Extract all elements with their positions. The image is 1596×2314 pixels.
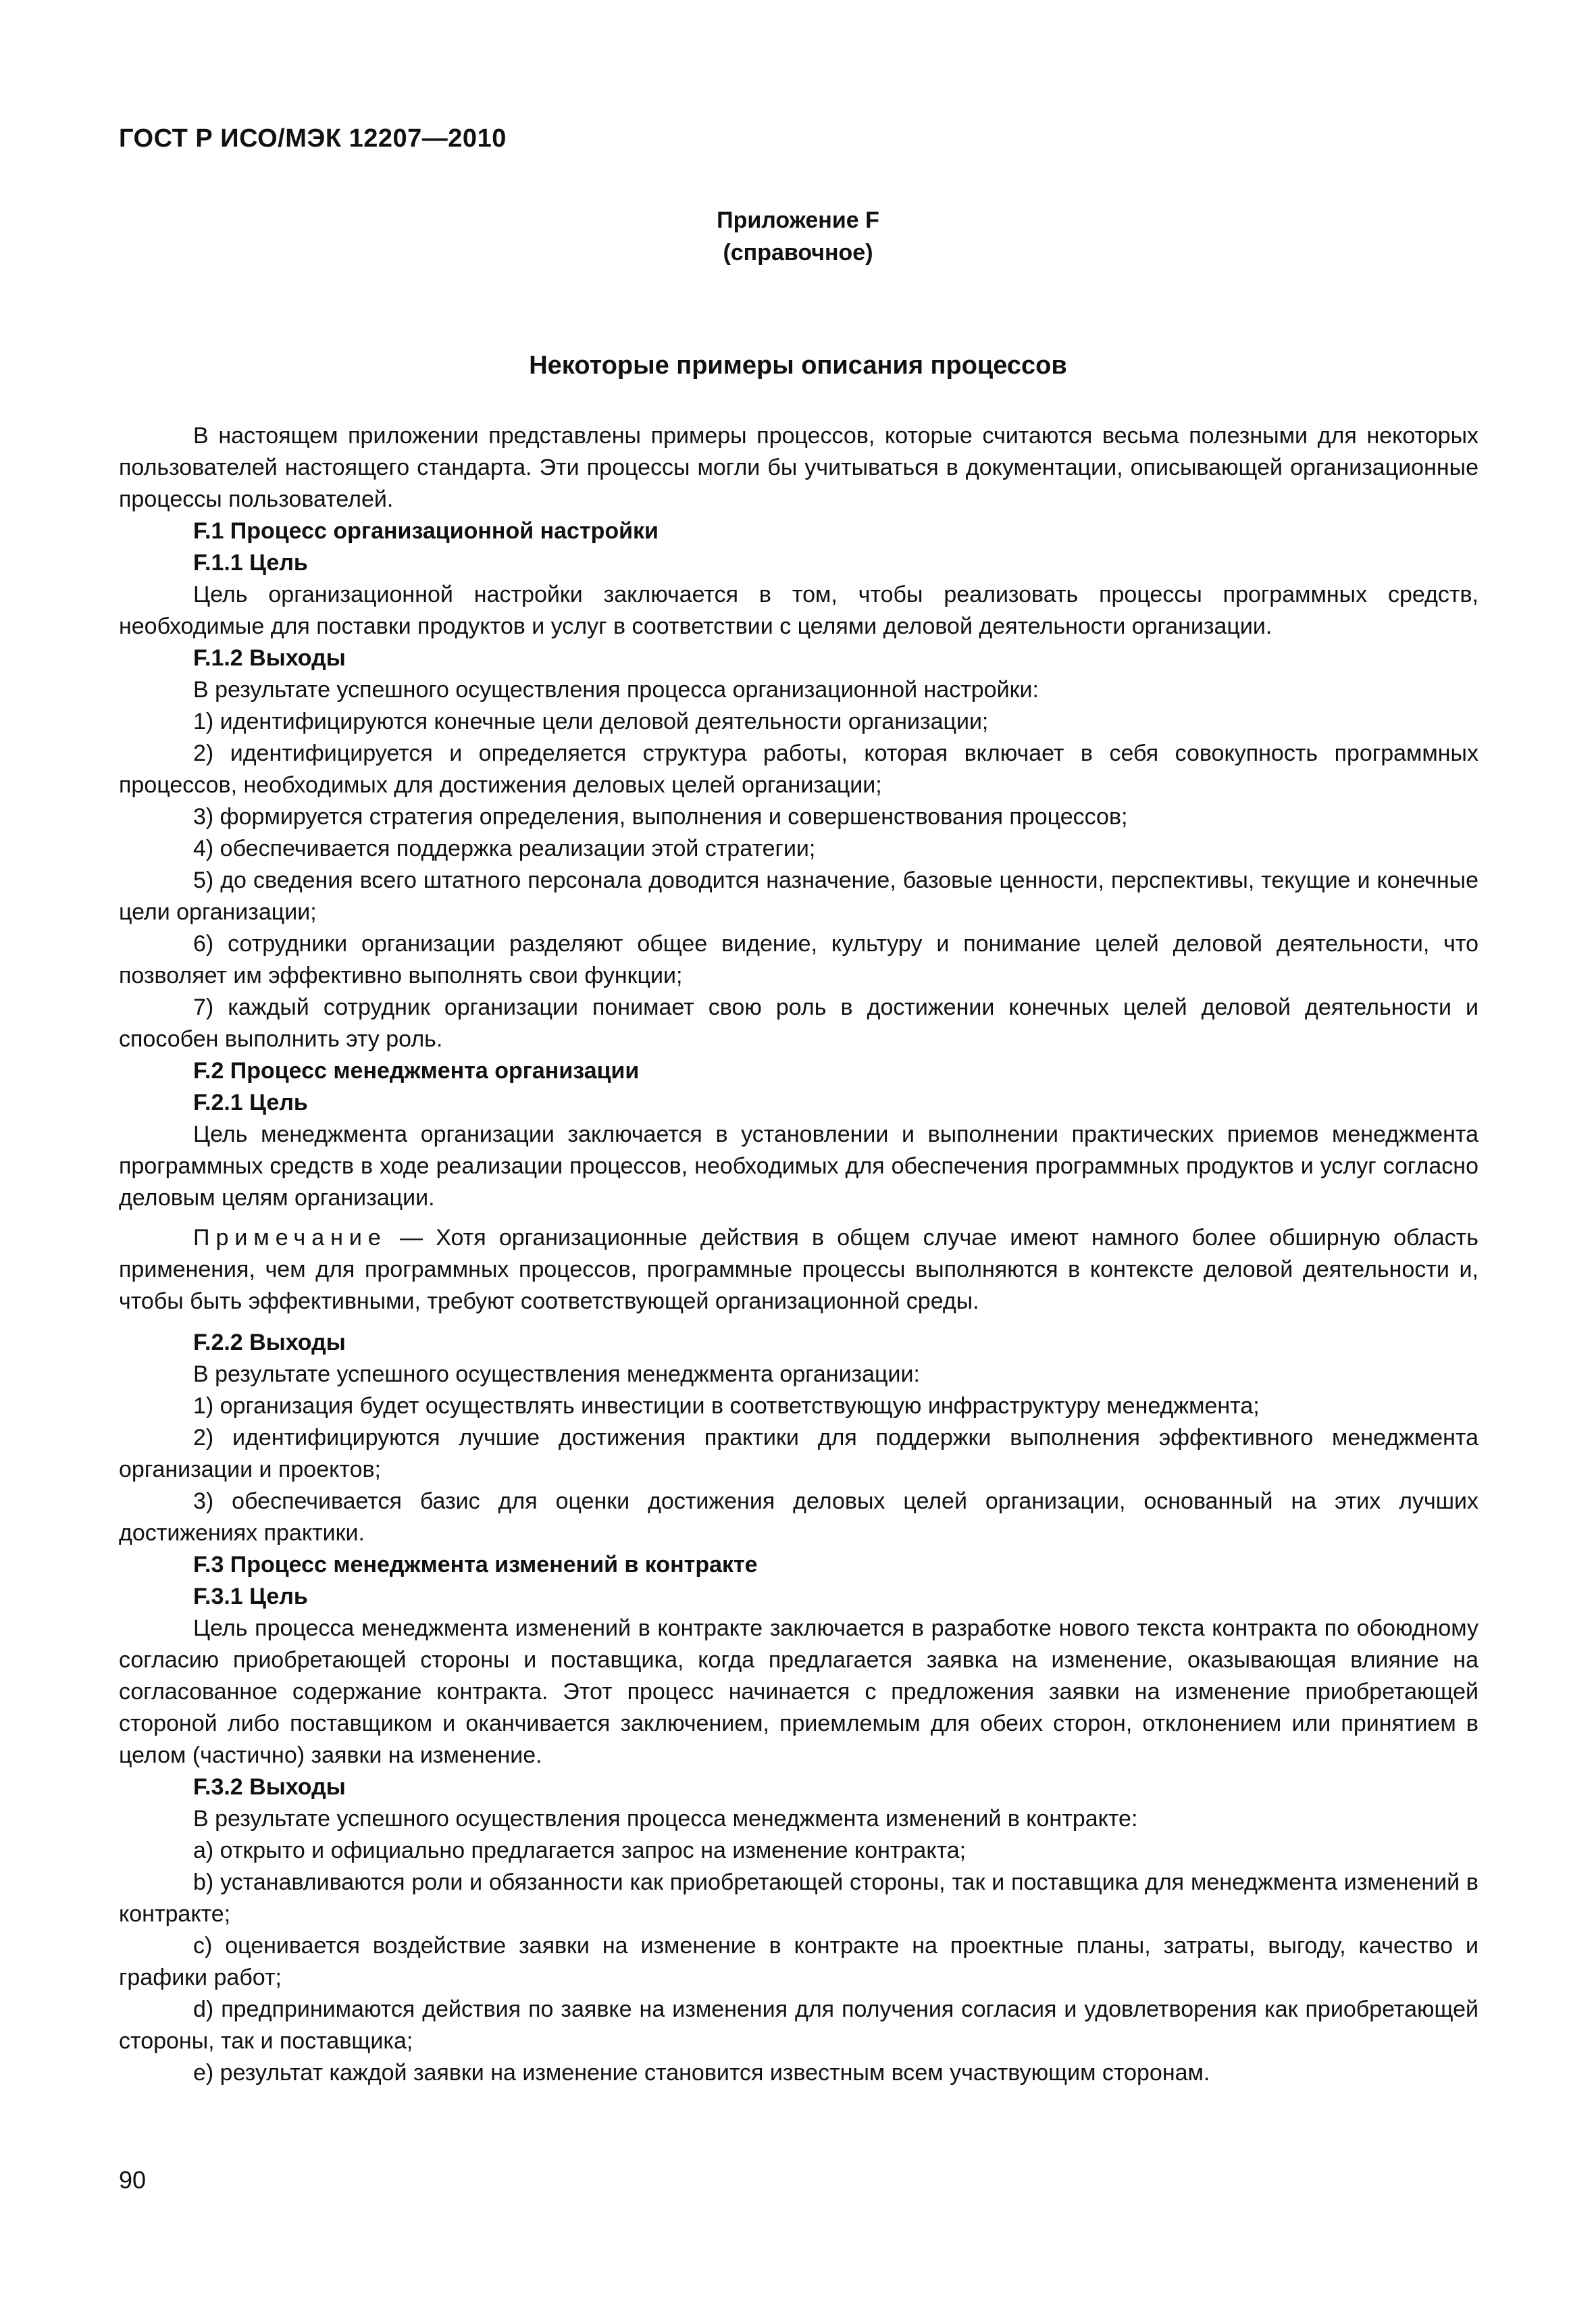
f2-outputs-intro: В результате успешного осуществления менеджмента организации: xyxy=(193,1361,920,1387)
subsection-heading-f3-2: F.3.2 Выходы xyxy=(193,1774,346,1800)
f1-output-item: 3) формируется стратегия определения, выполнения и совершенствования процессов; xyxy=(193,804,1128,830)
f2-goal-paragraph: Цель менеджмента организации заключается в установлении и выполнении практических приемов менеджмента программных средств в ходе реализации процессов, необходимых для обеспечения программных продуктов и услуг согласно деловым целям организации. xyxy=(119,1122,1478,1211)
f1-output-item: 5) до сведения всего штатного персонала доводится назначение, базовые ценности, перспективы, текущие и конечные цели организации; xyxy=(119,867,1478,925)
f3-output-item: b) устанавливаются роли и обязанности как приобретающей стороны, так и поставщика для менеджмента изменений в контракте; xyxy=(119,1869,1478,1927)
standard-header: ГОСТ Р ИСО/МЭК 12207—2010 xyxy=(119,124,507,153)
f1-goal-paragraph: Цель организационной настройки заключается в том, чтобы реализовать процессы программных средств, необходимые для поставки продуктов и услуг в соответствии с целями деловой деятельности организации. xyxy=(119,582,1478,639)
intro-paragraph: В настоящем приложении представлены примеры процессов, которые считаются весьма полезными для некоторых пользователей настоящего стандарта. Эти процессы могли бы учитываться в документации, описывающей организационные процессы пользователей. xyxy=(119,423,1478,512)
f1-output-item: 2) идентифицируется и определяется структура работы, которая включает в себя совокупность программных процессов, необходимых для достижения деловых целей организации; xyxy=(119,740,1478,798)
subsection-heading-f1-2: F.1.2 Выходы xyxy=(193,645,346,671)
f2-output-item: 1) организация будет осуществлять инвестиции в соответствующую инфраструктуру менеджмента; xyxy=(193,1393,1260,1419)
annex-status: (справочное) xyxy=(723,240,873,266)
subsection-heading-f3-1: F.3.1 Цель xyxy=(193,1584,308,1609)
annex-label-block xyxy=(0,204,1596,269)
subsection-heading-f2-1: F.2.1 Цель xyxy=(193,1090,308,1115)
f3-output-item: a) открыто и официально предлагается запрос на изменение контракта; xyxy=(193,1838,967,1863)
section-heading-f1: F.1 Процесс организационной настройки xyxy=(193,518,659,544)
page-number: 90 xyxy=(119,2166,147,2194)
note-text: — Хотя организационные действия в общем случае имеют намного более обширную область применения, чем для программных процессов, программные процессы выполняются в контексте деловой деятельности и, чтобы быть эффективными, требуют соответствующей организационной среды. xyxy=(119,1225,1478,1314)
subsection-heading-f1-1: F.1.1 Цель xyxy=(193,550,308,576)
f3-goal-paragraph: Цель процесса менеджмента изменений в контракте заключается в разработке нового текста контракта по обоюдному согласию приобретающей стороны и поставщика, когда предлагается заявка на изменение, оказывающая влияние на согласованное содержание контракта. Этот процесс начинается с предложения заявки на изменение приобретающей стороной либо поставщиком и оканчивается заключением, приемлемым для обеих сторон, отклонением или принятием в целом (частично) заявки на изменение. xyxy=(119,1615,1478,1768)
f1-output-item: 4) обеспечивается поддержка реализации этой стратегии; xyxy=(193,836,816,861)
f3-output-item: e) результат каждой заявки на изменение становится известным всем участвующим сторонам. xyxy=(193,2060,1210,2086)
f1-output-item: 1) идентифицируются конечные цели деловой деятельности организации; xyxy=(193,709,989,734)
f2-note xyxy=(119,1222,1478,1317)
f2-output-item: 3) обеспечивается базис для оценки достижения деловых целей организации, основанный на этих лучших достижениях практики. xyxy=(119,1488,1478,1546)
subsection-heading-f2-2: F.2.2 Выходы xyxy=(193,1330,346,1355)
f1-outputs-intro: В результате успешного осуществления процесса организационной настройки: xyxy=(193,677,1039,703)
document-body xyxy=(119,420,1478,2089)
f1-output-item: 7) каждый сотрудник организации понимает свою роль в достижении конечных целей деловой деятельности и способен выполнить эту роль. xyxy=(119,995,1478,1052)
f3-outputs-intro: В результате успешного осуществления процесса менеджмента изменений в контракте: xyxy=(193,1806,1138,1832)
section-heading-f3: F.3 Процесс менеджмента изменений в контракте xyxy=(193,1552,758,1578)
f3-output-item: d) предпринимаются действия по заявке на изменения для получения согласия и удовлетворения как приобретающей стороны, так и поставщика; xyxy=(119,1996,1478,2054)
f2-output-item: 2) идентифицируются лучшие достижения практики для поддержки выполнения эффективного менеджмента организации и проектов; xyxy=(119,1425,1478,1482)
annex-label: Приложение F xyxy=(717,207,879,233)
f3-output-item: c) оценивается воздействие заявки на изменение в контракте на проектные планы, затраты, выгоду, качество и графики работ; xyxy=(119,1933,1478,1990)
f1-output-item: 6) сотрудники организации разделяют общее видение, культуру и понимание целей деловой деятельности, что позволяет им эффективно выполнять свои функции; xyxy=(119,931,1478,988)
section-heading-f2: F.2 Процесс менеджмента организации xyxy=(193,1058,640,1084)
annex-title: Некоторые примеры описания процессов xyxy=(529,351,1067,380)
note-label: Примечание xyxy=(193,1225,387,1251)
